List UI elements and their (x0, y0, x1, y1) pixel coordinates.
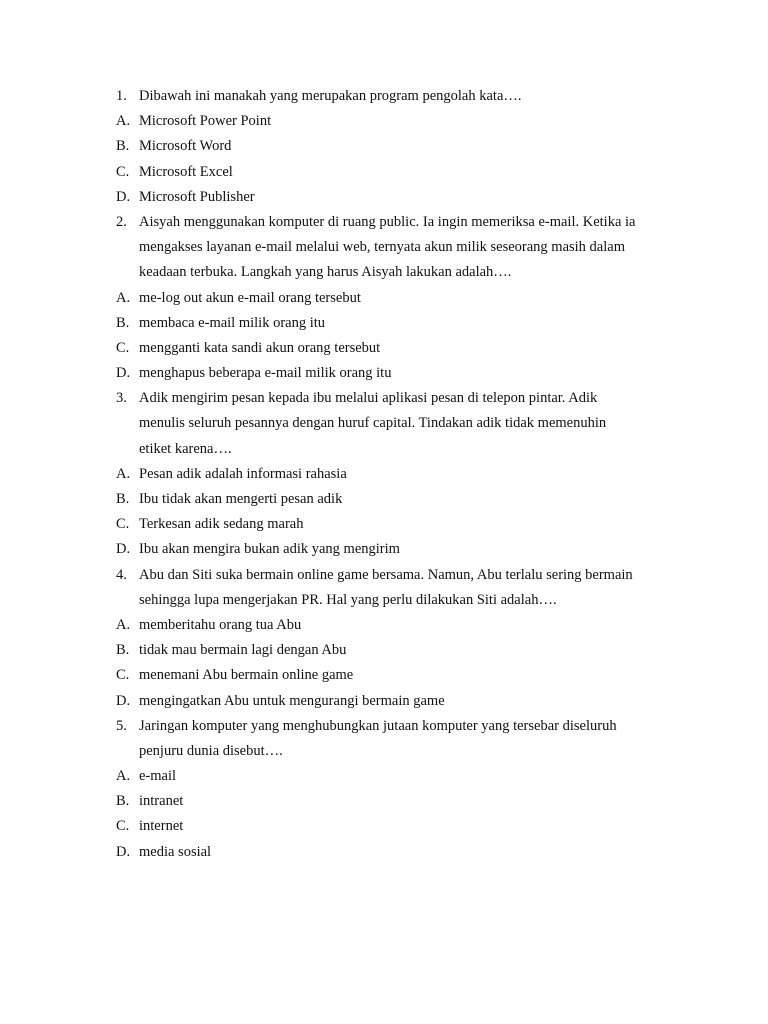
question-4-line-1 (0, 563, 768, 588)
option-letter: B. (116, 793, 130, 810)
question-3-text: Adik mengirim pesan kepada ibu melalui aplikasi pesan di telepon pintar. Adik (139, 390, 598, 407)
question-2-option-c (0, 336, 768, 361)
option-letter: A. (116, 768, 131, 785)
question-2-option-b (0, 311, 768, 336)
option-letter: D. (116, 692, 131, 709)
question-5-option-c (0, 814, 768, 839)
question-3-text: menulis seluruh pesannya dengan huruf capital. Tindakan adik tidak memenuhin (139, 415, 607, 432)
option-text: Ibu tidak akan mengerti pesan adik (139, 491, 343, 507)
question-1-number: 1. (116, 88, 127, 104)
option-text: intranet (139, 793, 184, 810)
option-letter: D. (116, 843, 131, 860)
option-text: tidak mau bermain lagi dengan Abu (139, 642, 347, 659)
option-letter: C. (116, 163, 130, 180)
question-5-number: 5. (116, 717, 127, 734)
option-text: Microsoft Word (139, 138, 232, 155)
question-2-option-a (0, 286, 768, 311)
option-text: membaca e-mail milik orang itu (139, 314, 326, 331)
question-5-line-2 (0, 739, 768, 764)
question-1-line-1 (0, 84, 768, 109)
question-1-option-b (0, 134, 768, 159)
option-letter: D. (116, 188, 131, 205)
option-text: internet (139, 818, 184, 835)
question-4-text: sehingga lupa mengerjakan PR. Hal yang perlu dilakukan Siti adalah…. (139, 591, 557, 608)
question-5-text: Jaringan komputer yang menghubungkan jutaan komputer yang tersebar diseluruh (139, 717, 617, 734)
question-2-line-1 (0, 210, 768, 235)
question-2-text: mengakses layanan e-mail melalui web, ternyata akun milik seseorang masih dalam (139, 239, 625, 256)
question-2-number: 2. (116, 213, 127, 230)
option-letter: D. (116, 365, 131, 382)
question-4-option-a (0, 613, 768, 638)
question-3-option-d (0, 537, 768, 562)
option-letter: C. (116, 339, 130, 356)
question-3-number: 3. (116, 390, 127, 407)
option-letter: B. (116, 314, 130, 331)
question-4-line-2 (0, 588, 768, 613)
option-letter: A. (116, 616, 131, 633)
option-text: Ibu akan mengira bukan adik yang mengirim (139, 541, 400, 558)
question-2-line-2 (0, 235, 768, 260)
option-text: me-log out akun e-mail orang tersebut (139, 289, 361, 306)
question-1-option-d (0, 185, 768, 210)
option-text: Microsoft Excel (139, 163, 233, 180)
option-letter: B. (116, 642, 130, 659)
option-text: Microsoft Publisher (139, 188, 255, 205)
question-2-text: Aisyah menggunakan komputer di ruang public. Ia ingin memeriksa e-mail. Ketika ia (139, 213, 636, 230)
question-3-line-1 (0, 386, 768, 411)
option-letter: A. (116, 289, 131, 306)
option-letter: B. (116, 491, 130, 507)
option-letter: A. (116, 465, 131, 482)
option-letter: C. (116, 516, 130, 533)
question-5-text: penjuru dunia disebut…. (139, 742, 283, 759)
option-letter: C. (116, 818, 130, 835)
option-letter: D. (116, 541, 131, 558)
question-3-line-3 (0, 437, 768, 462)
option-text: mengingatkan Abu untuk mengurangi bermain game (139, 692, 445, 709)
question-2-option-d (0, 361, 768, 386)
question-4-option-d (0, 689, 768, 714)
question-3-line-2 (0, 411, 768, 436)
question-4-option-b (0, 638, 768, 663)
question-5-line-1 (0, 714, 768, 739)
question-3-text: etiket karena…. (139, 440, 232, 457)
option-text: menghapus beberapa e-mail milik orang itu (139, 365, 392, 382)
option-text: Terkesan adik sedang marah (139, 516, 304, 533)
question-5-option-b (0, 789, 768, 814)
question-4-number: 4. (116, 566, 127, 583)
document-page (0, 84, 768, 865)
option-text: media sosial (139, 843, 212, 860)
option-text: mengganti kata sandi akun orang tersebut (139, 339, 381, 356)
option-letter: C. (116, 667, 130, 684)
option-text: e-mail (139, 768, 177, 785)
question-1-option-c (0, 160, 768, 185)
option-text: menemani Abu bermain online game (139, 667, 354, 684)
option-letter: A. (116, 113, 131, 130)
question-2-line-3 (0, 260, 768, 285)
question-4-option-c (0, 663, 768, 688)
option-letter: B. (116, 138, 130, 155)
question-4-text: Abu dan Siti suka bermain online game bersama. Namun, Abu terlalu sering bermain (139, 566, 633, 583)
question-5-option-d (0, 840, 768, 865)
option-text: Pesan adik adalah informasi rahasia (139, 465, 347, 482)
option-text: Microsoft Power Point (139, 113, 272, 130)
question-1-text: Dibawah ini manakah yang merupakan program pengolah kata…. (139, 88, 522, 104)
question-3-option-b (0, 487, 768, 512)
option-text: memberitahu orang tua Abu (139, 616, 302, 633)
question-2-text: keadaan terbuka. Langkah yang harus Aisyah lakukan adalah…. (139, 264, 512, 281)
question-3-option-a (0, 462, 768, 487)
question-3-option-c (0, 512, 768, 537)
question-1-option-a (0, 109, 768, 134)
question-5-option-a (0, 764, 768, 789)
